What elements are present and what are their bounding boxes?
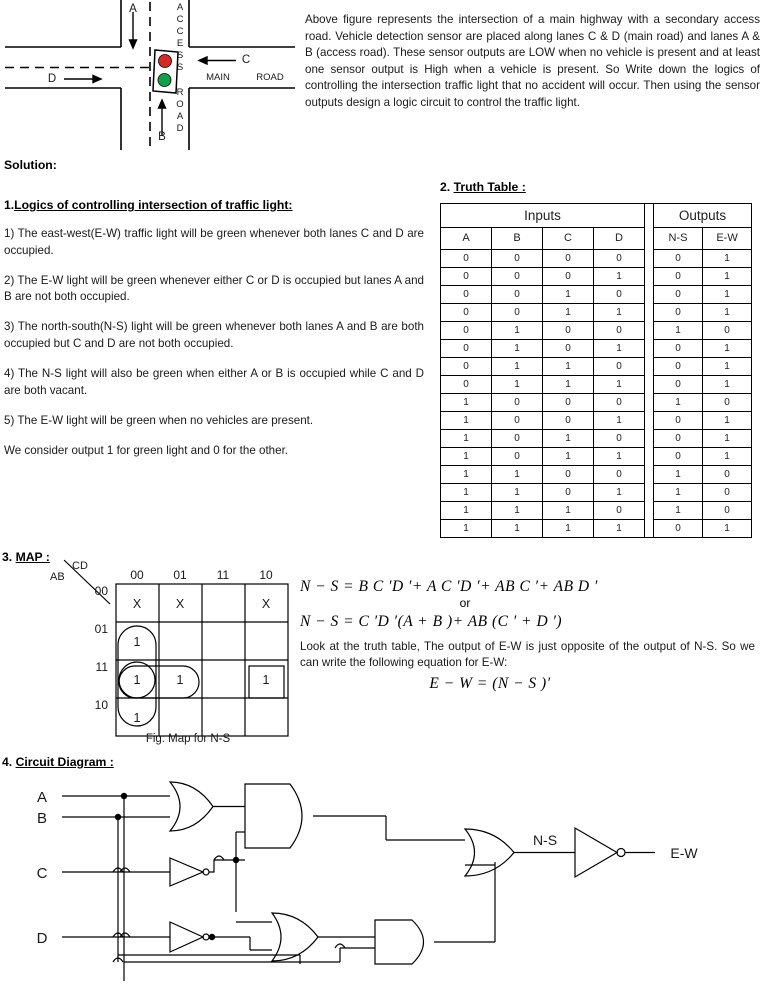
kmap-svg — [0, 548, 300, 748]
logic-item-3: 3) The north-south(N-S) light will be green whenever both lanes A and B are both occupied but C and D are not both occupied. — [4, 320, 424, 350]
table-cell-output-ns: 0 — [654, 430, 703, 448]
table-cell-input-b: 1 — [492, 376, 543, 394]
table-cell-input-c: 1 — [543, 430, 594, 448]
table-cell-input-c: 0 — [543, 412, 594, 430]
table-cell-input-a: 1 — [441, 412, 492, 430]
table-cell-output-ew: 1 — [703, 250, 752, 268]
table-gap-column — [645, 448, 654, 466]
table-cell-input-c: 1 — [543, 376, 594, 394]
svg-text:A: A — [176, 2, 184, 13]
table-cell-input-d: 1 — [594, 340, 645, 358]
kmap-cell-0-1: X — [175, 597, 185, 611]
table-cell-output-ns: 0 — [654, 286, 703, 304]
table-cell-input-a: 1 — [441, 502, 492, 520]
not-bubble-output — [617, 849, 625, 857]
kmap-heading-text: MAP : — [15, 550, 50, 564]
table-row — [441, 286, 752, 304]
kmap-row-label-3: 10 — [94, 698, 108, 712]
table-cell-output-ew: 1 — [703, 340, 752, 358]
table-cell-input-c: 0 — [543, 466, 594, 484]
table-cell-input-b: 1 — [492, 466, 543, 484]
table-cell-input-d: 1 — [594, 376, 645, 394]
svg-text:O: O — [176, 99, 184, 110]
table-gap-column — [645, 484, 654, 502]
truth-table-column-header-row — [441, 228, 752, 250]
kmap-column-labels — [130, 568, 273, 582]
truth-table — [440, 203, 752, 538]
table-row — [441, 304, 752, 322]
kmap-row-label-1: 01 — [94, 622, 108, 636]
svg-text:A: A — [176, 111, 184, 122]
circuit-heading-text: Circuit Diagram : — [15, 755, 114, 769]
table-cell-input-d: 1 — [594, 412, 645, 430]
table-cell-output-ew: 1 — [703, 358, 752, 376]
or-gate-1 — [170, 782, 213, 831]
kmap-caption: Fig: Map for N-S — [145, 733, 231, 745]
table-cell-input-b: 1 — [492, 340, 543, 358]
table-cell-input-c: 1 — [543, 304, 594, 322]
circuit-input-label-b: B — [36, 810, 48, 827]
table-gap-column — [645, 268, 654, 286]
table-cell-input-a: 0 — [441, 322, 492, 340]
table-gap-column — [645, 430, 654, 448]
equations-section — [300, 578, 760, 693]
table-gap-column — [645, 466, 654, 484]
table-cell-input-a: 1 — [441, 430, 492, 448]
road-label: ROAD — [256, 72, 284, 83]
table-cell-input-c: 1 — [543, 502, 594, 520]
table-cell-output-ew: 0 — [703, 502, 752, 520]
table-cell-input-a: 0 — [441, 250, 492, 268]
table-cell-output-ns: 0 — [654, 250, 703, 268]
logic-heading-text: Logics of controlling intersection of traffic light: — [14, 198, 293, 212]
lane-label-b: B — [158, 131, 166, 143]
table-cell-output-ns: 1 — [654, 394, 703, 412]
table-cell-input-d: 1 — [594, 268, 645, 286]
not-gate-output — [575, 828, 617, 877]
table-cell-output-ew: 1 — [703, 448, 752, 466]
kmap-row-label-2: 11 — [95, 660, 108, 674]
table-gap-column — [645, 286, 654, 304]
table-gap-column — [645, 322, 654, 340]
circuit-input-label-d: D — [36, 930, 48, 947]
logic-section — [4, 198, 424, 459]
table-cell-output-ns: 1 — [654, 466, 703, 484]
table-row — [441, 322, 752, 340]
table-gap-column — [645, 394, 654, 412]
and-gate-1 — [245, 784, 302, 848]
table-cell-input-c: 0 — [543, 268, 594, 286]
kmap-cell-2-0: 1 — [133, 673, 141, 687]
table-cell-output-ns: 0 — [654, 358, 703, 376]
table-gap-column — [645, 412, 654, 430]
table-cell-input-d: 1 — [594, 304, 645, 322]
table-cell-output-ew: 0 — [703, 466, 752, 484]
intersection-figure — [0, 0, 300, 150]
table-cell-input-b: 1 — [492, 322, 543, 340]
wire-notc-out — [209, 860, 222, 872]
table-cell-output-ew: 1 — [703, 430, 752, 448]
kmap-row-var-label: AB — [50, 571, 65, 583]
table-cell-input-d: 0 — [594, 394, 645, 412]
kmap-col-label-3: 10 — [259, 568, 273, 582]
table-cell-input-b: 0 — [492, 250, 543, 268]
column-header-d: D — [594, 228, 645, 250]
table-gap-column — [645, 204, 654, 228]
junction-dot — [121, 793, 127, 799]
table-gap-column — [645, 250, 654, 268]
table-cell-output-ns: 0 — [654, 520, 703, 538]
table-cell-input-d: 1 — [594, 520, 645, 538]
table-row — [441, 484, 752, 502]
circuit-diagram — [0, 772, 762, 986]
table-cell-input-b: 1 — [492, 484, 543, 502]
equation-ns-factored: N − S = C ′D ′(A + B )+ AB (C ′ + D ′) — [300, 613, 563, 630]
table-cell-output-ew: 1 — [703, 286, 752, 304]
table-cell-input-a: 0 — [441, 340, 492, 358]
table-cell-input-a: 1 — [441, 520, 492, 538]
table-cell-input-c: 0 — [543, 250, 594, 268]
table-cell-output-ew: 0 — [703, 484, 752, 502]
equation-or-word: or — [459, 596, 471, 610]
or-gate-2 — [272, 913, 318, 961]
table-cell-output-ns: 0 — [654, 412, 703, 430]
circuit-input-label-a: A — [36, 789, 48, 806]
table-cell-output-ew: 1 — [703, 376, 752, 394]
logic-item-4: 4) The N-S light will also be green when either A or B is occupied while C and D are both vacant. — [4, 367, 424, 397]
table-cell-input-a: 1 — [441, 394, 492, 412]
circuit-junctions — [115, 793, 239, 940]
svg-text:S: S — [176, 50, 184, 61]
kmap-row-labels — [95, 584, 109, 712]
table-row — [441, 358, 752, 376]
table-row — [441, 466, 752, 484]
red-light-icon — [159, 55, 172, 68]
column-header-b: B — [492, 228, 543, 250]
circuit-heading-number: 4. — [2, 755, 13, 769]
circuit-svg — [0, 772, 762, 981]
truth-table-head — [441, 204, 752, 250]
table-row — [441, 268, 752, 286]
table-cell-input-d: 1 — [594, 484, 645, 502]
table-cell-input-d: 1 — [594, 448, 645, 466]
main-road-label: MAIN — [206, 72, 230, 83]
table-row — [441, 502, 752, 520]
or-gate-3 — [465, 829, 514, 876]
table-cell-input-b: 0 — [492, 268, 543, 286]
truth-table-heading-number: 2. — [440, 180, 451, 194]
junction-dot — [233, 857, 239, 863]
table-cell-input-a: 0 — [441, 376, 492, 394]
table-cell-input-c: 1 — [543, 358, 594, 376]
table-cell-input-c: 0 — [543, 394, 594, 412]
table-cell-output-ew: 1 — [703, 268, 752, 286]
table-cell-input-d: 0 — [594, 358, 645, 376]
table-row — [441, 448, 752, 466]
table-cell-input-d: 0 — [594, 430, 645, 448]
table-cell-input-c: 0 — [543, 340, 594, 358]
truth-table-body — [441, 250, 752, 538]
equation-ns-sop: N − S = B C ′D ′+ A C ′D ′+ AB C ′+ AB D ′ — [300, 578, 598, 595]
table-cell-input-b: 0 — [492, 394, 543, 412]
ew-note: Look at the truth table, The output of E-W is just opposite of the output of N-S. So we can write the following equation for E-W: — [300, 640, 755, 670]
svg-text:S: S — [176, 62, 184, 73]
circuit-intermediate-label-ns: N-S — [532, 832, 558, 848]
table-cell-input-a: 0 — [441, 358, 492, 376]
column-header-ns: N-S — [654, 228, 703, 250]
logic-item-5: 5) The E-W light will be green when no vehicles are present. — [4, 413, 314, 427]
table-cell-input-a: 1 — [441, 484, 492, 502]
and-gate-2 — [375, 920, 424, 964]
kmap-cell-2-1: 1 — [176, 673, 184, 687]
table-cell-output-ew: 1 — [703, 412, 752, 430]
kmap-col-label-0: 00 — [130, 568, 144, 582]
circuit-input-label-c: C — [36, 865, 48, 882]
table-gap-column — [645, 502, 654, 520]
table-cell-input-d: 0 — [594, 466, 645, 484]
column-header-c: C — [543, 228, 594, 250]
kmap-cell-2-3: 1 — [262, 673, 270, 687]
lane-label-a: A — [129, 3, 137, 15]
logic-heading-number: 1. — [4, 198, 15, 212]
problem-statement: Above figure represents the intersection of a main highway with a secondary access road. Vehicle detection sensor are placed along lanes C & D (main road) and lanes A & B (access road). These sensor outputs are LOW when no vehicle is present and at least one sensor output is High when a vehicle is present. So Write down the logics of controlling the intersection traffic light that no accident will occur. Then using the sensor outputs design a logic circuit to control the traffic light. — [305, 13, 760, 109]
circuit-heading — [2, 755, 114, 769]
kmap-cell-1-0: 1 — [133, 635, 141, 649]
table-cell-output-ns: 1 — [654, 322, 703, 340]
table-gap-column — [645, 358, 654, 376]
table-cell-output-ns: 0 — [654, 448, 703, 466]
kmap-col-label-1: 01 — [173, 568, 187, 582]
table-cell-input-d: 0 — [594, 286, 645, 304]
truth-table-group-header-row — [441, 204, 752, 228]
table-row — [441, 250, 752, 268]
table-cell-input-c: 1 — [543, 286, 594, 304]
not-gate-d — [170, 922, 203, 952]
logic-section-heading — [4, 198, 424, 212]
truth-table-heading-text: Truth Table : — [453, 180, 526, 194]
kmap-row-label-0: 00 — [94, 584, 108, 598]
table-cell-output-ns: 0 — [654, 340, 703, 358]
table-cell-input-d: 0 — [594, 322, 645, 340]
table-gap-column — [645, 376, 654, 394]
table-cell-input-a: 0 — [441, 268, 492, 286]
table-cell-input-c: 0 — [543, 322, 594, 340]
svg-text:C: C — [176, 14, 184, 25]
table-gap-column — [645, 304, 654, 322]
lane-label-c: C — [241, 54, 251, 66]
kmap-cell-3-0: 1 — [133, 711, 141, 725]
table-cell-input-d: 0 — [594, 250, 645, 268]
green-light-icon — [158, 74, 171, 87]
table-cell-input-d: 0 — [594, 502, 645, 520]
table-cell-input-b: 0 — [492, 412, 543, 430]
svg-text:D: D — [176, 123, 184, 134]
kmap-heading-number: 3. — [2, 550, 13, 564]
table-cell-output-ns: 0 — [654, 376, 703, 394]
table-cell-input-b: 0 — [492, 304, 543, 322]
table-gap-column — [645, 228, 654, 250]
table-cell-input-b: 1 — [492, 358, 543, 376]
column-header-ew: E-W — [703, 228, 752, 250]
table-cell-input-a: 0 — [441, 304, 492, 322]
truth-table-heading — [440, 180, 752, 194]
not-gate-c — [170, 858, 203, 886]
table-cell-input-c: 0 — [543, 484, 594, 502]
table-cell-input-b: 0 — [492, 430, 543, 448]
kmap-col-var-label: CD — [72, 560, 88, 572]
table-cell-input-c: 1 — [543, 448, 594, 466]
svg-text:C: C — [176, 26, 184, 37]
lane-label-d: D — [47, 73, 57, 85]
kmap-cell-0-3: X — [261, 597, 271, 611]
kmap-figure — [0, 548, 300, 753]
table-cell-input-b: 1 — [492, 520, 543, 538]
table-cell-input-b: 1 — [492, 502, 543, 520]
table-cell-input-b: 0 — [492, 448, 543, 466]
table-cell-input-b: 0 — [492, 286, 543, 304]
svg-text:E: E — [176, 38, 184, 49]
access-road-vertical-label — [176, 2, 184, 134]
kmap-col-label-2: 11 — [216, 568, 230, 582]
truth-table-section — [440, 180, 752, 538]
table-cell-input-c: 1 — [543, 520, 594, 538]
table-cell-input-a: 1 — [441, 448, 492, 466]
table-cell-output-ns: 1 — [654, 502, 703, 520]
table-cell-output-ew: 0 — [703, 394, 752, 412]
solution-label: Solution: — [4, 158, 57, 172]
equation-ew: E − W = (N − S )′ — [429, 674, 551, 692]
kmap-cell-0-0: X — [132, 597, 142, 611]
table-cell-output-ns: 0 — [654, 268, 703, 286]
logic-item-1: 1) The east-west(E-W) traffic light will be green whenever both lanes C and D are occupied. — [4, 227, 424, 257]
group-header-outputs: Outputs — [654, 204, 752, 228]
intersection-svg — [0, 0, 300, 150]
table-cell-input-a: 1 — [441, 466, 492, 484]
table-row — [441, 376, 752, 394]
logic-note: We consider output 1 for green light and 0 for the other. — [4, 443, 289, 457]
table-gap-column — [645, 520, 654, 538]
table-row — [441, 520, 752, 538]
table-cell-output-ew: 0 — [703, 322, 752, 340]
table-row — [441, 412, 752, 430]
table-cell-input-a: 0 — [441, 286, 492, 304]
table-cell-output-ns: 0 — [654, 304, 703, 322]
group-header-inputs: Inputs — [441, 204, 645, 228]
table-row — [441, 340, 752, 358]
table-cell-output-ns: 1 — [654, 484, 703, 502]
table-row — [441, 394, 752, 412]
table-gap-column — [645, 340, 654, 358]
table-row — [441, 430, 752, 448]
junction-dot — [209, 934, 215, 940]
svg-text:R: R — [176, 87, 184, 98]
table-cell-output-ew: 1 — [703, 304, 752, 322]
column-header-a: A — [441, 228, 492, 250]
table-cell-output-ew: 1 — [703, 520, 752, 538]
circuit-output-label-ew: E-W — [670, 845, 698, 861]
logic-item-2: 2) The E-W light will be green whenever either C or D is occupied but lanes A and B are not both occupied. — [4, 273, 424, 304]
junction-dot — [115, 814, 121, 820]
